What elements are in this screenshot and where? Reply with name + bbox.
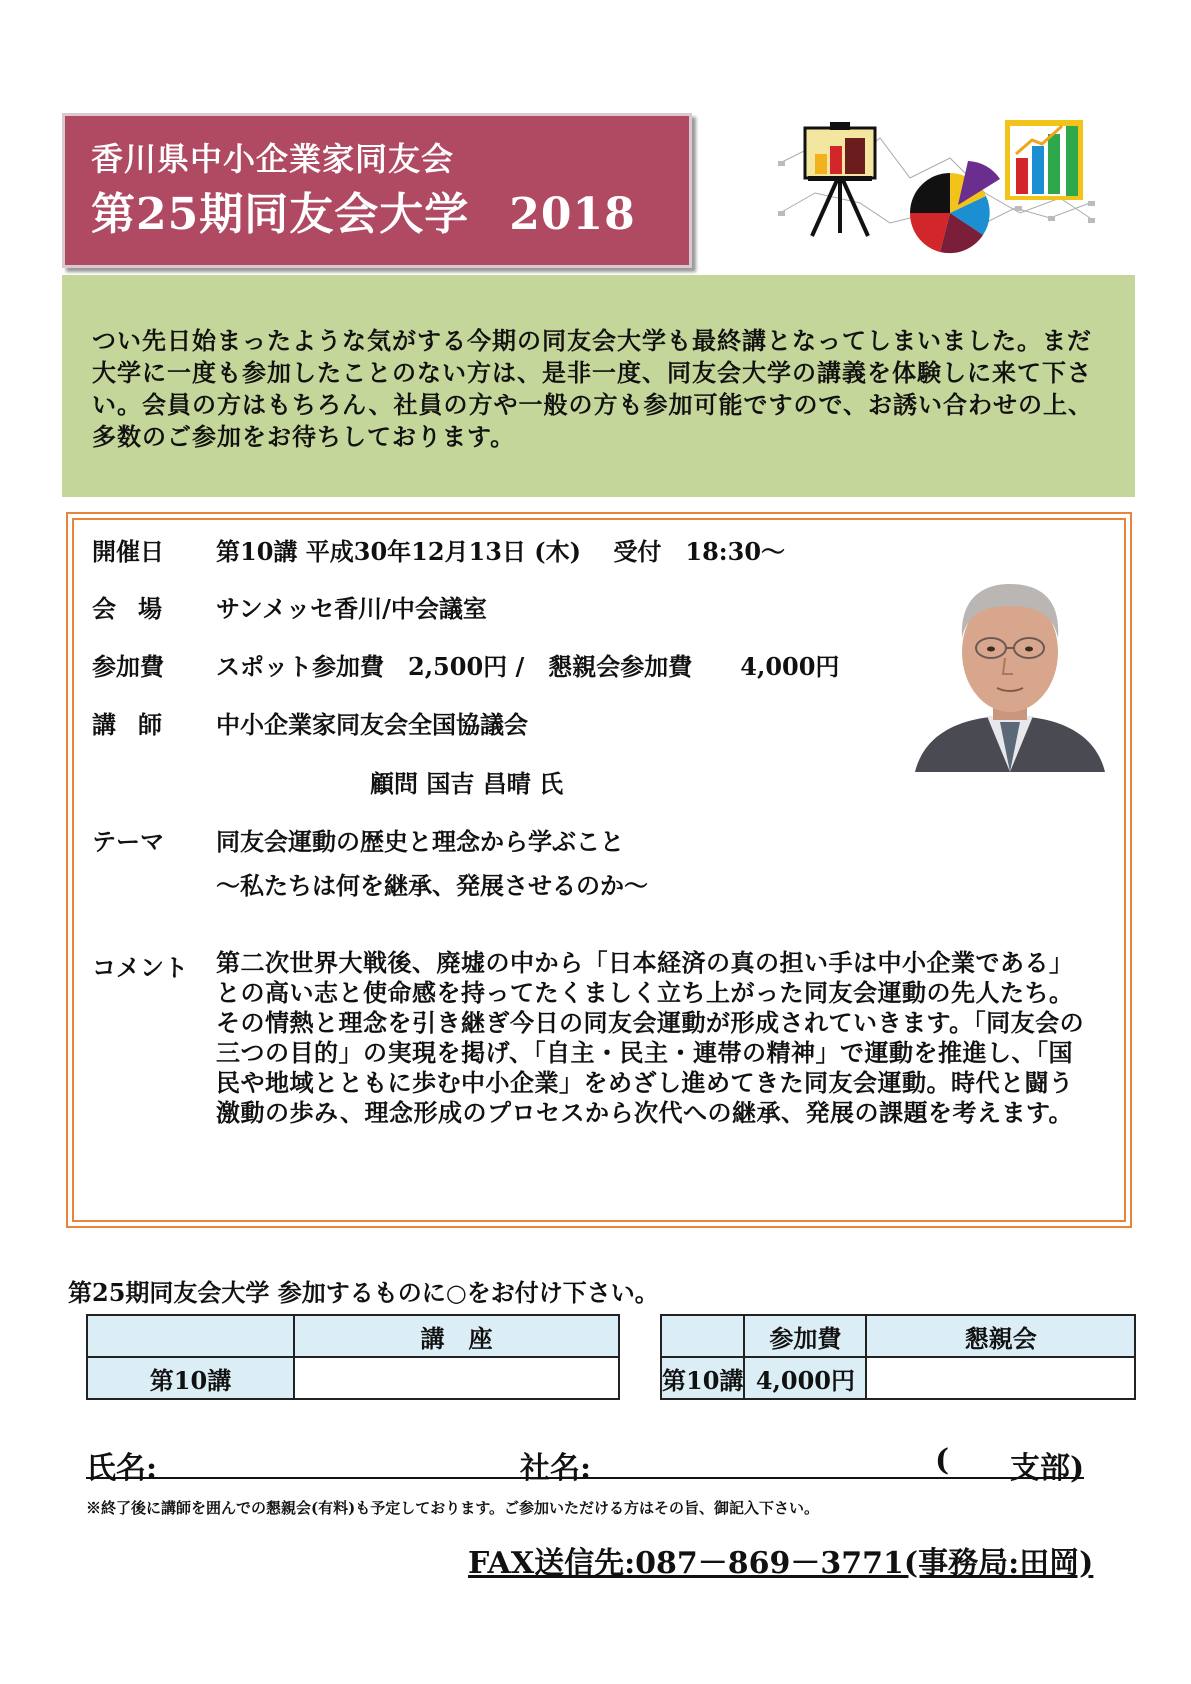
date-label: 開催日 [92, 537, 164, 566]
lecturer-name: 顧問 国吉 昌晴 氏 [370, 769, 564, 798]
branch-open-paren: ( [935, 1443, 950, 1478]
comment-text: 第二次世界大戦後、廃墟の中から「日本経済の真の担い手は中小企業である」との高い志と使命感を持ってたくましく立ち上がった同友会運動の先人たち。その情熱と理念を引き継ぎ今日の同友会運動が形成されていきます。「同友会の三つの目的」の実現を掲げ、「自主・民主・連帯の精神」で運動を推進し、「国民や地域とともに歩む中小企業」をめざし進めてきた同友会運動。時代と闘う激動の歩み、理念形成のプロセスから次代への継承、発展の課題を考えます。 [216, 948, 1085, 1127]
program-title [91, 178, 636, 242]
organization-name: 香川県中小企業家同友会 [91, 140, 455, 178]
fee-table-corner [661, 1315, 744, 1357]
lecturer-label: 講師 [92, 710, 184, 739]
date-value: 第10講 平成30年12月13日 (木) 受付 18:30～ [216, 537, 786, 566]
lecturer-org: 中小企業家同友会全国協議会 [216, 710, 528, 739]
intro-text: つい先日始まったような気がする今期の同友会大学も最終講となってしまいました。まだ大学に一度も参加したことのない方は、是非一度、同友会大学の講義を体験しに来て下さい。会員の方はもちろん、社員の方や一般の方も参加可能ですので、お誘い合わせの上、多数のご参加をお待ちしております。 [92, 326, 1093, 451]
fee-table [660, 1314, 1136, 1400]
comment-label: コメント [92, 953, 188, 982]
program-name: 第25期同友会大学 [91, 189, 470, 240]
fax-destination: FAX送信先:087－869－3771(事務局:田岡) [468, 1546, 1094, 1581]
course-mark-cell[interactable] [294, 1357, 619, 1399]
name-label: 氏名: [86, 1451, 158, 1486]
company-label: 社名: [520, 1451, 592, 1486]
program-year: 2018 [509, 189, 636, 240]
course-header: 講 座 [294, 1315, 619, 1357]
lecturer-photo [905, 566, 1115, 772]
party-mark-cell[interactable] [866, 1357, 1135, 1399]
venue-value: サンメッセ香川/中会議室 [216, 594, 487, 623]
fee-value: スポット参加費 2,500円 / 懇親会参加費 4,000円 [216, 652, 840, 681]
party-header: 懇親会 [866, 1315, 1135, 1357]
fee-label: 参加費 [92, 652, 164, 681]
title-banner [62, 113, 692, 268]
theme-label: テーマ [92, 827, 164, 856]
fee-amount[interactable]: 4,000円 [744, 1357, 866, 1399]
party-note: ※終了後に講師を囲んでの懇親会(有料)も予定しております。ご参加いただける方はその旨、御記入下さい。 [86, 1499, 819, 1517]
signature-underline [86, 1477, 1084, 1479]
course-row-label: 第10講 [87, 1357, 294, 1399]
venue-label: 会場 [92, 594, 184, 623]
intro-panel [62, 275, 1135, 497]
fee-header: 参加費 [744, 1315, 866, 1357]
theme-title: 同友会運動の歴史と理念から学ぶこと [216, 827, 624, 856]
theme-subtitle: ～私たちは何を継承、発展させるのか～ [216, 871, 648, 900]
branch-label: 支部) [1010, 1451, 1085, 1486]
course-table [86, 1314, 620, 1400]
presentation-chart-illustration [770, 118, 1100, 268]
form-caption: 第25期同友会大学 参加するものに○をお付け下さい。 [68, 1278, 659, 1307]
fee-row-label: 第10講 [661, 1357, 744, 1399]
course-table-corner [87, 1315, 294, 1357]
